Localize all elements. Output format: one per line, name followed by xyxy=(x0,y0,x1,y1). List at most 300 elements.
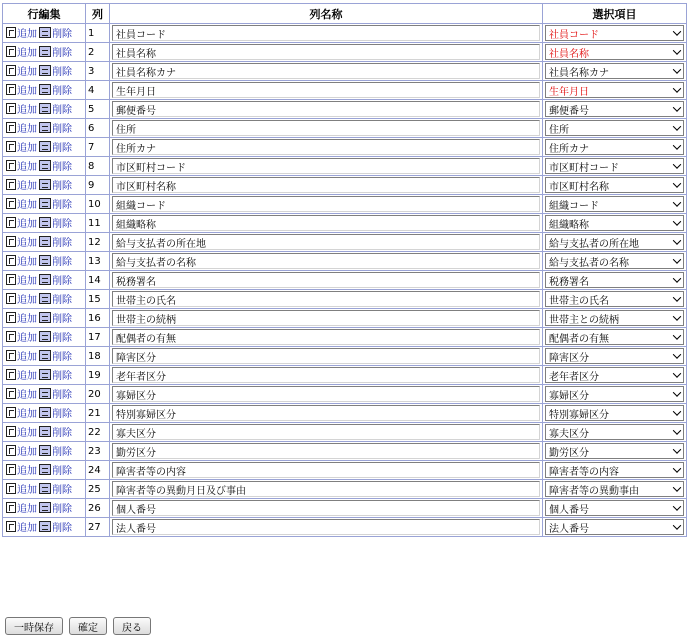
column-name-input[interactable] xyxy=(112,386,540,402)
item-select-value: 給与支払者の名称 xyxy=(549,257,629,269)
delete-label: 削除 xyxy=(52,504,72,515)
table-row xyxy=(3,138,687,157)
row-name-cell xyxy=(110,252,543,271)
chevron-down-icon xyxy=(671,273,683,287)
row-edit-cell xyxy=(3,309,86,328)
item-select[interactable] xyxy=(545,177,684,193)
add-label: 追加 xyxy=(17,29,37,40)
row-select-cell xyxy=(543,499,687,518)
chevron-down-icon xyxy=(671,159,683,173)
add-document-icon xyxy=(6,426,16,437)
delete-document-icon xyxy=(39,179,51,190)
row-name-cell xyxy=(110,290,543,309)
add-label: 追加 xyxy=(17,295,37,306)
delete-document-icon xyxy=(39,293,51,304)
chevron-down-icon xyxy=(671,349,683,363)
chevron-down-icon xyxy=(671,501,683,515)
add-row-button[interactable] xyxy=(6,405,37,420)
table-row xyxy=(3,176,687,195)
delete-row-button[interactable] xyxy=(39,101,72,116)
delete-row-button[interactable] xyxy=(39,272,72,287)
row-name-cell xyxy=(110,24,543,43)
add-label: 追加 xyxy=(17,352,37,363)
add-document-icon xyxy=(6,122,16,133)
add-document-icon xyxy=(6,502,16,513)
row-edit-cell xyxy=(3,480,86,499)
item-select-value: 市区町村コード xyxy=(549,162,619,174)
row-name-cell xyxy=(110,347,543,366)
add-label: 追加 xyxy=(17,124,37,135)
add-row-button[interactable] xyxy=(6,500,37,515)
chevron-down-icon xyxy=(671,406,683,420)
delete-document-icon xyxy=(39,426,51,437)
add-label: 追加 xyxy=(17,523,37,534)
row-edit-cell xyxy=(3,404,86,423)
delete-document-icon xyxy=(39,27,51,38)
add-row-button[interactable] xyxy=(6,367,37,382)
item-select[interactable] xyxy=(545,253,684,269)
table-row xyxy=(3,347,687,366)
delete-label: 削除 xyxy=(52,390,72,401)
item-select[interactable] xyxy=(545,120,684,136)
item-select[interactable] xyxy=(545,348,684,364)
table-row xyxy=(3,214,687,233)
back-button[interactable]: 戻る xyxy=(113,617,151,635)
row-edit-cell xyxy=(3,43,86,62)
header-select: 選択項目 xyxy=(543,4,687,24)
item-select[interactable] xyxy=(545,234,684,250)
add-document-icon xyxy=(6,27,16,38)
row-name-cell xyxy=(110,518,543,537)
item-select[interactable] xyxy=(545,367,684,383)
delete-label: 削除 xyxy=(52,162,72,173)
row-edit-cell xyxy=(3,385,86,404)
column-name-input[interactable] xyxy=(112,348,540,364)
delete-document-icon xyxy=(39,217,51,228)
row-edit-cell xyxy=(3,195,86,214)
add-document-icon xyxy=(6,179,16,190)
table-row xyxy=(3,81,687,100)
item-select-value: 配偶者の有無 xyxy=(549,333,609,345)
delete-label: 削除 xyxy=(52,371,72,382)
item-select[interactable] xyxy=(545,519,684,535)
delete-document-icon xyxy=(39,84,51,95)
column-name-input[interactable] xyxy=(112,519,540,535)
footer-buttons xyxy=(5,617,151,635)
delete-row-button[interactable] xyxy=(39,82,72,97)
item-select[interactable] xyxy=(545,443,684,459)
row-number: 4 xyxy=(86,81,110,100)
row-edit-cell xyxy=(3,290,86,309)
delete-label: 削除 xyxy=(52,485,72,496)
row-name-cell xyxy=(110,423,543,442)
add-row-button[interactable] xyxy=(6,44,37,59)
row-select-cell xyxy=(543,328,687,347)
column-name-input[interactable] xyxy=(112,310,540,326)
add-label: 追加 xyxy=(17,485,37,496)
row-select-cell xyxy=(543,404,687,423)
item-select[interactable] xyxy=(545,101,684,117)
add-row-button[interactable] xyxy=(6,120,37,135)
row-number: 20 xyxy=(86,385,110,404)
add-row-button[interactable] xyxy=(6,462,37,477)
delete-label: 削除 xyxy=(52,523,72,534)
column-name-input[interactable] xyxy=(112,101,540,117)
add-row-button[interactable] xyxy=(6,291,37,306)
row-name-cell xyxy=(110,233,543,252)
add-label: 追加 xyxy=(17,314,37,325)
delete-row-button[interactable] xyxy=(39,215,72,230)
add-row-button[interactable] xyxy=(6,272,37,287)
column-name-input[interactable] xyxy=(112,367,540,383)
header-edit: 行編集 xyxy=(3,4,86,24)
column-name-input[interactable] xyxy=(112,291,540,307)
add-row-button[interactable] xyxy=(6,177,37,192)
delete-document-icon xyxy=(39,236,51,247)
item-select-value: 寡夫区分 xyxy=(549,428,589,440)
delete-label: 削除 xyxy=(52,295,72,306)
row-name-cell xyxy=(110,480,543,499)
delete-document-icon xyxy=(39,46,51,57)
row-select-cell xyxy=(543,81,687,100)
row-name-cell xyxy=(110,176,543,195)
row-select-cell xyxy=(543,480,687,499)
chevron-down-icon xyxy=(671,425,683,439)
item-select[interactable] xyxy=(545,63,684,79)
add-document-icon xyxy=(6,141,16,152)
add-row-button[interactable] xyxy=(6,348,37,363)
table-row xyxy=(3,366,687,385)
chevron-down-icon xyxy=(671,444,683,458)
delete-row-button[interactable] xyxy=(39,500,72,515)
delete-row-button[interactable] xyxy=(39,329,72,344)
row-number: 14 xyxy=(86,271,110,290)
table-row xyxy=(3,100,687,119)
delete-row-button[interactable] xyxy=(39,462,72,477)
row-edit-cell xyxy=(3,157,86,176)
temp-save-button[interactable]: 一時保存 xyxy=(5,617,63,635)
table-row xyxy=(3,157,687,176)
item-select[interactable] xyxy=(545,82,684,98)
item-select-value: 世帯主の氏名 xyxy=(549,295,609,307)
add-label: 追加 xyxy=(17,390,37,401)
add-label: 追加 xyxy=(17,200,37,211)
delete-row-button[interactable] xyxy=(39,367,72,382)
add-document-icon xyxy=(6,274,16,285)
row-edit-cell xyxy=(3,176,86,195)
delete-document-icon xyxy=(39,312,51,323)
add-row-button[interactable] xyxy=(6,63,37,78)
column-name-input[interactable] xyxy=(112,424,540,440)
column-name-input[interactable] xyxy=(112,25,540,41)
add-label: 追加 xyxy=(17,181,37,192)
row-select-cell xyxy=(543,62,687,81)
add-document-icon xyxy=(6,521,16,532)
table-row xyxy=(3,499,687,518)
row-number: 26 xyxy=(86,499,110,518)
add-row-button[interactable] xyxy=(6,82,37,97)
add-label: 追加 xyxy=(17,105,37,116)
add-label: 追加 xyxy=(17,447,37,458)
add-label: 追加 xyxy=(17,162,37,173)
row-select-cell xyxy=(543,176,687,195)
delete-label: 削除 xyxy=(52,238,72,249)
delete-row-button[interactable] xyxy=(39,348,72,363)
row-number: 5 xyxy=(86,100,110,119)
table-row xyxy=(3,461,687,480)
chevron-down-icon xyxy=(671,235,683,249)
item-select[interactable] xyxy=(545,272,684,288)
delete-document-icon xyxy=(39,388,51,399)
delete-label: 削除 xyxy=(52,67,72,78)
item-select-value: 障害区分 xyxy=(549,352,589,364)
add-row-button[interactable] xyxy=(6,234,37,249)
column-name-input[interactable] xyxy=(112,158,540,174)
row-select-cell xyxy=(543,290,687,309)
row-edit-cell xyxy=(3,24,86,43)
row-edit-cell xyxy=(3,119,86,138)
row-number: 17 xyxy=(86,328,110,347)
table-row xyxy=(3,328,687,347)
row-number: 11 xyxy=(86,214,110,233)
delete-row-button[interactable] xyxy=(39,25,72,40)
row-name-cell xyxy=(110,81,543,100)
item-select-value: 勤労区分 xyxy=(549,447,589,459)
column-name-input[interactable] xyxy=(112,253,540,269)
column-name-input[interactable] xyxy=(112,481,540,497)
row-number: 13 xyxy=(86,252,110,271)
column-name-input[interactable] xyxy=(112,500,540,516)
column-name-input[interactable] xyxy=(112,215,540,231)
row-select-cell xyxy=(543,518,687,537)
chevron-down-icon xyxy=(671,292,683,306)
table-row xyxy=(3,195,687,214)
chevron-down-icon xyxy=(671,387,683,401)
chevron-down-icon xyxy=(671,216,683,230)
add-row-button[interactable] xyxy=(6,424,37,439)
row-number: 8 xyxy=(86,157,110,176)
chevron-down-icon xyxy=(671,83,683,97)
table-row xyxy=(3,119,687,138)
table-row xyxy=(3,43,687,62)
column-name-input[interactable] xyxy=(112,120,540,136)
delete-label: 削除 xyxy=(52,276,72,287)
add-row-button[interactable] xyxy=(6,25,37,40)
row-edit-cell xyxy=(3,423,86,442)
delete-row-button[interactable] xyxy=(39,443,72,458)
delete-row-button[interactable] xyxy=(39,120,72,135)
chevron-down-icon xyxy=(671,178,683,192)
chevron-down-icon xyxy=(671,463,683,477)
delete-document-icon xyxy=(39,141,51,152)
delete-document-icon xyxy=(39,407,51,418)
column-name-input[interactable] xyxy=(112,196,540,212)
row-select-cell xyxy=(543,195,687,214)
delete-row-button[interactable] xyxy=(39,44,72,59)
add-row-button[interactable] xyxy=(6,443,37,458)
row-edit-cell xyxy=(3,518,86,537)
table-row xyxy=(3,62,687,81)
add-document-icon xyxy=(6,388,16,399)
delete-document-icon xyxy=(39,502,51,513)
delete-document-icon xyxy=(39,122,51,133)
add-row-button[interactable] xyxy=(6,215,37,230)
chevron-down-icon xyxy=(671,482,683,496)
column-name-input[interactable] xyxy=(112,63,540,79)
add-document-icon xyxy=(6,483,16,494)
add-row-button[interactable] xyxy=(6,386,37,401)
delete-row-button[interactable] xyxy=(39,234,72,249)
item-select-value: 世帯主との続柄 xyxy=(549,314,619,326)
delete-row-button[interactable] xyxy=(39,139,72,154)
chevron-down-icon xyxy=(671,140,683,154)
row-select-cell xyxy=(543,347,687,366)
delete-document-icon xyxy=(39,350,51,361)
delete-row-button[interactable] xyxy=(39,310,72,325)
item-select[interactable] xyxy=(545,500,684,516)
column-name-input[interactable] xyxy=(112,329,540,345)
item-select[interactable] xyxy=(545,215,684,231)
add-document-icon xyxy=(6,217,16,228)
chevron-down-icon xyxy=(671,121,683,135)
column-name-input[interactable] xyxy=(112,443,540,459)
delete-row-button[interactable] xyxy=(39,386,72,401)
add-row-button[interactable] xyxy=(6,101,37,116)
add-row-button[interactable] xyxy=(6,158,37,173)
delete-row-button[interactable] xyxy=(39,424,72,439)
item-select[interactable] xyxy=(545,405,684,421)
item-select[interactable] xyxy=(545,44,684,60)
item-select[interactable] xyxy=(545,139,684,155)
add-label: 追加 xyxy=(17,86,37,97)
row-edit-cell xyxy=(3,138,86,157)
add-document-icon xyxy=(6,369,16,380)
add-row-button[interactable] xyxy=(6,253,37,268)
column-name-input[interactable] xyxy=(112,462,540,478)
chevron-down-icon xyxy=(671,26,683,40)
add-document-icon xyxy=(6,65,16,76)
chevron-down-icon xyxy=(671,311,683,325)
chevron-down-icon xyxy=(671,520,683,534)
item-select[interactable] xyxy=(545,158,684,174)
add-row-button[interactable] xyxy=(6,196,37,211)
row-select-cell xyxy=(543,423,687,442)
delete-row-button[interactable] xyxy=(39,481,72,496)
row-name-cell xyxy=(110,366,543,385)
row-edit-cell xyxy=(3,271,86,290)
delete-row-button[interactable] xyxy=(39,177,72,192)
item-select[interactable] xyxy=(545,310,684,326)
item-select[interactable] xyxy=(545,291,684,307)
delete-row-button[interactable] xyxy=(39,63,72,78)
column-name-input[interactable] xyxy=(112,177,540,193)
header-name: 列名称 xyxy=(110,4,543,24)
delete-row-button[interactable] xyxy=(39,405,72,420)
delete-label: 削除 xyxy=(52,409,72,420)
row-edit-cell xyxy=(3,214,86,233)
row-number: 27 xyxy=(86,518,110,537)
add-document-icon xyxy=(6,46,16,57)
row-name-cell xyxy=(110,461,543,480)
item-select-value: 社員コード xyxy=(549,29,599,41)
row-select-cell xyxy=(543,214,687,233)
delete-row-button[interactable] xyxy=(39,196,72,211)
confirm-button[interactable]: 確定 xyxy=(69,617,107,635)
chevron-down-icon xyxy=(671,368,683,382)
column-name-input[interactable] xyxy=(112,82,540,98)
item-select-value: 社員名称カナ xyxy=(549,67,609,79)
chevron-down-icon xyxy=(671,64,683,78)
item-select[interactable] xyxy=(545,25,684,41)
item-select[interactable] xyxy=(545,481,684,497)
column-name-input[interactable] xyxy=(112,139,540,155)
row-edit-cell xyxy=(3,347,86,366)
row-name-cell xyxy=(110,499,543,518)
row-edit-cell xyxy=(3,233,86,252)
item-select-value: 生年月日 xyxy=(549,86,589,98)
column-name-input[interactable] xyxy=(112,234,540,250)
column-name-input[interactable] xyxy=(112,405,540,421)
add-document-icon xyxy=(6,236,16,247)
table-row xyxy=(3,518,687,537)
row-edit-cell xyxy=(3,328,86,347)
add-row-button[interactable] xyxy=(6,310,37,325)
row-edit-cell xyxy=(3,499,86,518)
add-document-icon xyxy=(6,331,16,342)
table-row xyxy=(3,480,687,499)
row-number: 6 xyxy=(86,119,110,138)
delete-label: 削除 xyxy=(52,428,72,439)
row-name-cell xyxy=(110,214,543,233)
item-select[interactable] xyxy=(545,196,684,212)
item-select[interactable] xyxy=(545,462,684,478)
add-document-icon xyxy=(6,198,16,209)
add-label: 追加 xyxy=(17,143,37,154)
add-label: 追加 xyxy=(17,504,37,515)
row-name-cell xyxy=(110,385,543,404)
delete-document-icon xyxy=(39,255,51,266)
column-name-input[interactable] xyxy=(112,272,540,288)
delete-row-button[interactable] xyxy=(39,158,72,173)
row-select-cell xyxy=(543,271,687,290)
add-row-button[interactable] xyxy=(6,329,37,344)
row-name-cell xyxy=(110,309,543,328)
delete-row-button[interactable] xyxy=(39,253,72,268)
add-row-button[interactable] xyxy=(6,519,37,534)
delete-row-button[interactable] xyxy=(39,519,72,534)
item-select[interactable] xyxy=(545,386,684,402)
delete-row-button[interactable] xyxy=(39,291,72,306)
item-select[interactable] xyxy=(545,424,684,440)
add-row-button[interactable] xyxy=(6,139,37,154)
row-number: 15 xyxy=(86,290,110,309)
table-row xyxy=(3,24,687,43)
table-row xyxy=(3,309,687,328)
add-row-button[interactable] xyxy=(6,481,37,496)
row-edit-cell xyxy=(3,366,86,385)
delete-label: 削除 xyxy=(52,105,72,116)
chevron-down-icon xyxy=(671,197,683,211)
column-name-input[interactable] xyxy=(112,44,540,60)
row-name-cell xyxy=(110,43,543,62)
add-label: 追加 xyxy=(17,371,37,382)
row-number: 23 xyxy=(86,442,110,461)
row-select-cell xyxy=(543,366,687,385)
item-select[interactable] xyxy=(545,329,684,345)
table-row xyxy=(3,385,687,404)
item-select-value: 老年者区分 xyxy=(549,371,599,383)
chevron-down-icon xyxy=(671,102,683,116)
